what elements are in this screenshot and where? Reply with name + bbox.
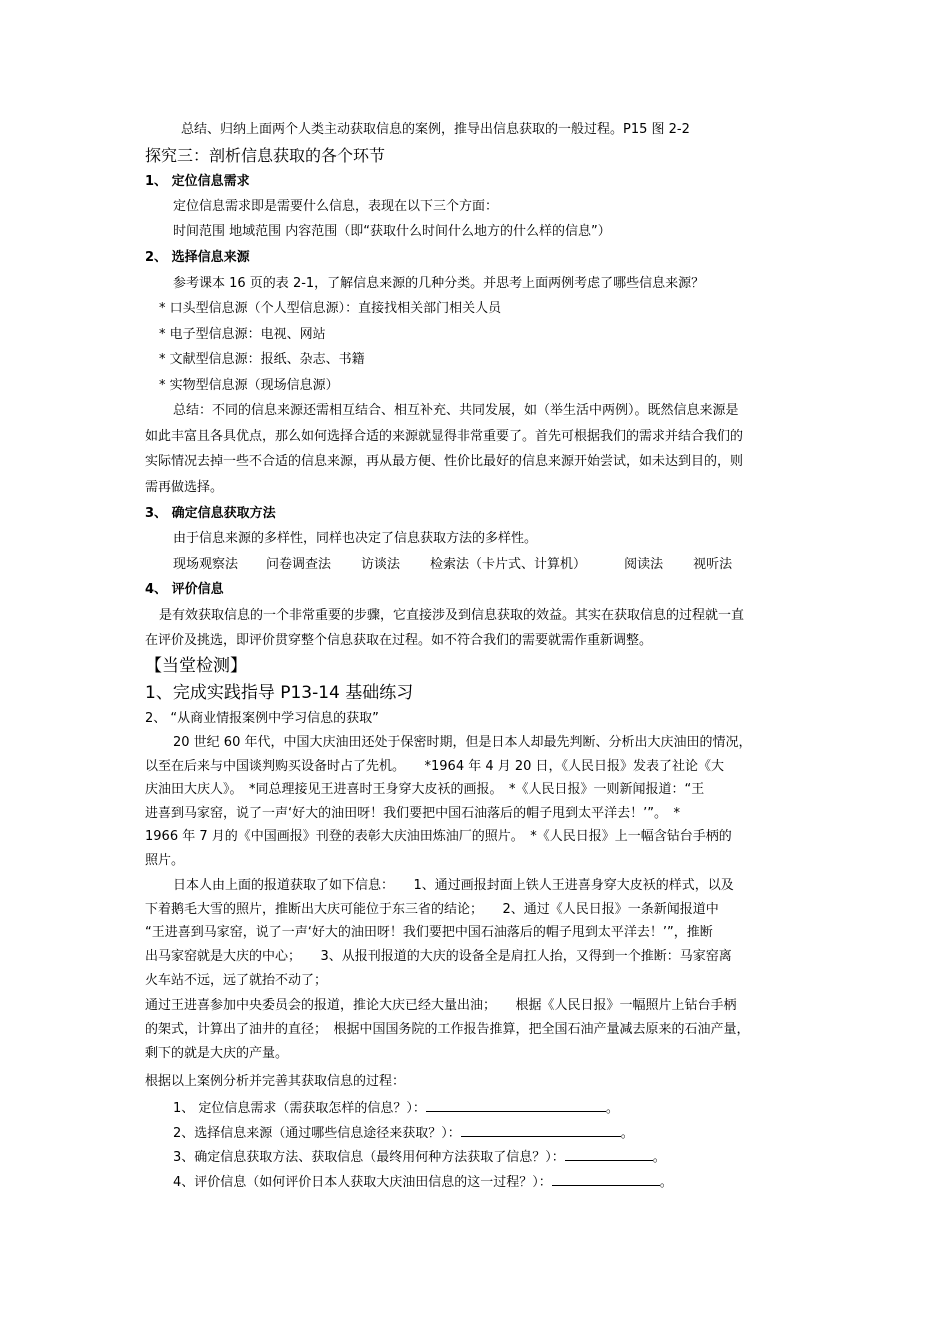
japan-line: “王进喜到马家窑，说了一声‘好大的油田呀！我们要把中国石油落后的帽子甩到太平洋去！’”，推断 [145,925,713,940]
intro-text: 总结、归纳上面两个人类主动获取信息的案例，推导出信息获取的一般过程。P15 图 2-2 [181,122,690,137]
answer-blank[interactable] [426,1097,606,1112]
japan-line: 日本人由上面的报道获取了如下信息： 1、通过画报封面上铁人王进喜身穿大皮袄的样式，以及 [173,878,734,893]
check-title: 【当堂检测】 [145,656,247,676]
fill-label: 4、评价信息（如何评价日本人获取大庆油田信息的这一过程？）： [173,1175,552,1190]
case-line: 1966 年 7 月的《中国画报》刊登的表彰大庆油田炼油厂的照片。 *《人民日报》上一幅含钻台手柄的 [145,829,732,844]
answer-blank[interactable] [461,1122,621,1137]
fill-line-3 [173,1146,853,1167]
section3-title: 探究三：剖析信息获取的各个环节 [145,146,386,165]
q1-title: 1、完成实践指导 P13-14 基础练习 [145,683,414,703]
fill-line-2 [173,1122,853,1143]
s4-line: 是有效获取信息的一个非常重要的步骤，它直接涉及到信息获取的效益。其实在获取信息的过程就一直 [159,608,745,623]
s2-item: * 实物型信息源（现场信息源） [159,378,339,393]
fill-end: 。 [620,1126,634,1141]
method-item: 访谈法 [361,557,401,572]
fill-label: 2、选择信息来源（通过哪些信息途径来获取？）： [173,1126,461,1141]
fill-end: 。 [659,1175,673,1190]
japan-line: 通过王进喜参加中央委员会的报道，推论大庆已经大量出油； 根据《人民日报》一幅照片上钻台手柄 [145,998,737,1013]
s2-summary-line: 实际情况去掉一些不合适的信息来源，再从最方便、性价比最好的信息来源开始尝试，如未达到目的，则 [145,454,744,469]
japan-line: 火车站不远，远了就抬不动了； [145,973,328,988]
method-item: 阅读法 [624,557,664,572]
s3-p1: 由于信息来源的多样性，同样也决定了信息获取方法的多样性。 [173,531,538,546]
fill-line-4 [173,1171,853,1192]
s4-title: 4、 评价信息 [145,582,224,597]
fill-label: 3、确定信息获取方法、获取信息（最终用何种方法获取了信息？）： [173,1150,565,1165]
answer-blank[interactable] [552,1171,660,1186]
s2-summary-line: 如此丰富且各具优点，那么如何选择合适的来源就显得非常重要了。首先可根据我们的需求并结合我们的 [145,429,744,444]
method-item: 现场观察法 [173,557,239,572]
s3-title: 3、 确定信息获取方法 [145,506,276,521]
fill-line-1 [173,1097,853,1118]
japan-line: 剩下的就是大庆的产量。 [145,1046,289,1061]
q2-title: 2、 “从商业情报案例中学习信息的获取” [145,711,379,726]
s2-p1: 参考课本 16 页的表 2-1，了解信息来源的几种分类。并思考上面两例考虑了哪些信息来源？ [173,276,705,291]
japan-line: 出马家窑就是大庆的中心； 3、从报刊报道的大庆的设备全是肩扛人抬，又得到一个推断：马家窑离 [145,949,732,964]
case-line: 以至在后来与中国谈判购买设备时占了先机。 *1964 年 4 月 20 日，《人民日报》发表了社论《大 [145,759,725,774]
fill-end: 。 [652,1150,666,1165]
s2-title: 2、 选择信息来源 [145,250,250,265]
case-line: 照片。 [145,853,185,868]
s1-p1: 定位信息需求即是需要什么信息，表现在以下三个方面： [173,199,499,214]
method-item: 视听法 [693,557,733,572]
s2-summary-line: 总结：不同的信息来源还需相互结合、相互补充、共同发展，如（举生活中两例）。既然信息来源是 [173,403,739,418]
case-line: 庆油田大庆人》。 *同总理接见王进喜时王身穿大皮袄的画报。 *《人民日报》一则新闻报道：“王 [145,782,705,797]
case-line: 20 世纪 60 年代，中国大庆油田还处于保密时期，但是日本人却最先判断、分析出大庆油田的情况， [173,735,752,750]
s2-item: * 电子型信息源：电视、网站 [159,327,326,342]
s2-summary-line: 需再做选择。 [145,480,224,495]
analysis-intro: 根据以上案例分析并完善其获取信息的过程： [145,1074,406,1089]
s2-item: * 文献型信息源：报纸、杂志、书籍 [159,352,365,367]
s1-p2: 时间范围 地域范围 内容范围（即“获取什么时间什么地方的什么样的信息”） [173,224,611,239]
fill-label: 1、 定位信息需求（需获取怎样的信息？）： [173,1101,426,1116]
s2-item: * 口头型信息源（个人型信息源）：直接找相关部门相关人员 [159,301,502,316]
japan-line: 下着鹅毛大雪的照片，推断出大庆可能位于东三省的结论； 2、通过《人民日报》一条新闻报道中 [145,902,719,917]
method-item: 问卷调查法 [266,557,332,572]
s1-title: 1、 定位信息需求 [145,174,250,189]
s3-methods [173,556,853,574]
s4-line: 在评价及挑选，即评价贯穿整个信息获取在过程。如不符合我们的需要就需作重新调整。 [145,633,653,648]
fill-end: 。 [605,1101,619,1116]
method-item: 检索法（卡片式、计算机） [430,557,587,572]
japan-line: 的架式，计算出了油井的直径； 根据中国国务院的工作报告推算，把全国石油产量减去原来的石油产量， [145,1022,750,1037]
answer-blank[interactable] [565,1146,653,1161]
case-line: 进喜到马家窑，说了一声‘好大的油田呀！我们要把中国石油落后的帽子甩到太平洋去！’”。 * [145,806,681,821]
